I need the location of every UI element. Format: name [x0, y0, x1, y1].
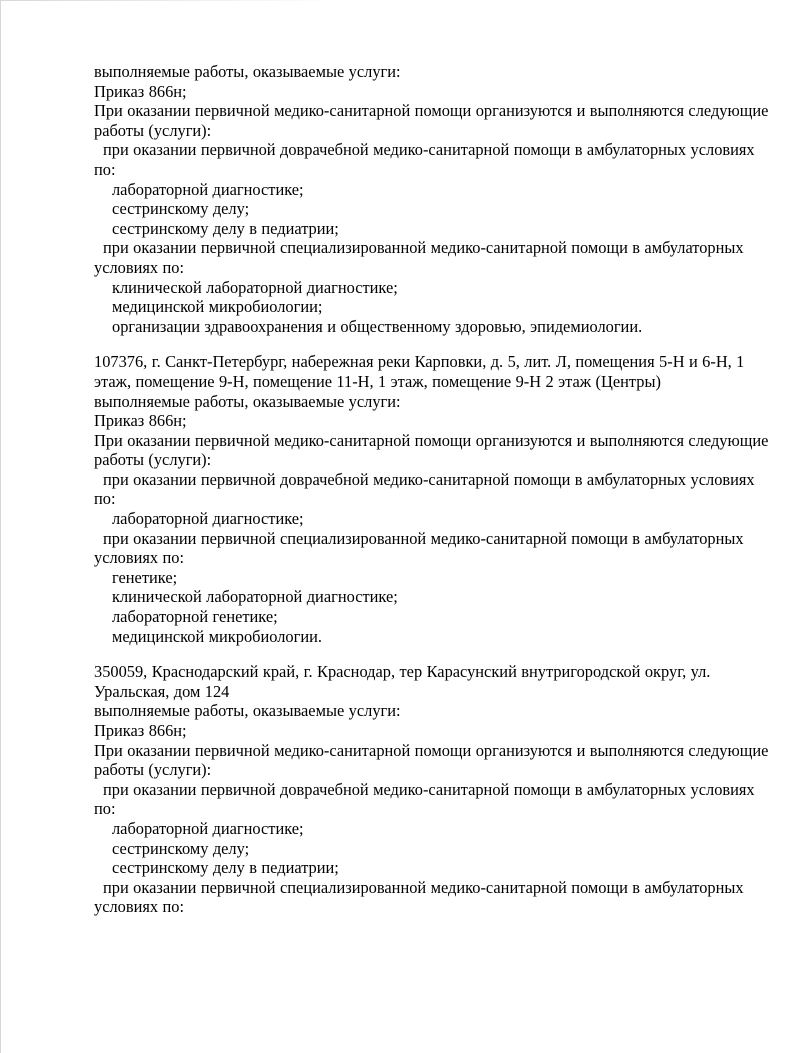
care-category-line: при оказании первичной специализированной медико-санитарной помощи в амбулаторных условиях по:: [94, 528, 744, 568]
service-item-line: лабораторной диагностике;: [112, 818, 304, 838]
intro-paragraph-line: При оказании первичной медико-санитарной помощи организуются и выполняются следующие работы (услуги):: [94, 101, 769, 140]
address-services-block: [94, 352, 775, 646]
service-item-line: сестринскому делу в педиатрии;: [112, 858, 339, 878]
service-item-line: клинической лабораторной диагностике;: [112, 277, 398, 297]
care-category-line: при оказании первичной доврачебной медико-санитарной помощи в амбулаторных условиях по:: [94, 779, 755, 819]
care-category-line: при оказании первичной специализированной медико-санитарной помощи в амбулаторных условиях по:: [94, 877, 744, 917]
address-line: 350059, Краснодарский край, г. Краснодар, тер Карасунский внутригородской округ, ул. Уральская, дом 124: [94, 662, 711, 701]
document-text: [94, 62, 775, 917]
intro-paragraph-line: При оказании первичной медико-санитарной помощи организуются и выполняются следующие работы (услуги):: [94, 740, 769, 780]
intro-paragraph-line: При оказании первичной медико-санитарной помощи организуются и выполняются следующие работы (услуги):: [94, 430, 769, 470]
address-services-block: [94, 62, 775, 336]
service-item-line: лабораторной генетике;: [112, 607, 278, 627]
service-item-line: лабораторной диагностике;: [112, 509, 304, 529]
care-category-line: при оказании первичной доврачебной медико-санитарной помощи в амбулаторных условиях по:: [94, 140, 755, 179]
care-category-line: при оказании первичной специализированной медико-санитарной помощи в амбулаторных условиях по:: [94, 238, 744, 277]
service-item-line: сестринскому делу в педиатрии;: [112, 218, 339, 238]
service-item-line: клинической лабораторной диагностике;: [112, 587, 398, 607]
service-item-line: генетике;: [112, 567, 178, 587]
service-item-line: медицинской микробиологии.: [112, 626, 322, 646]
order-reference-line: Приказ 866н;: [94, 411, 187, 431]
address-services-block: [94, 662, 775, 917]
page-top-edge-line: [0, 0, 340, 1]
service-item-line: медицинской микробиологии;: [112, 297, 323, 317]
order-reference-line: Приказ 866н;: [94, 721, 187, 740]
works-heading-line: выполняемые работы, оказываемые услуги:: [94, 391, 401, 411]
service-item-line: лабораторной диагностике;: [112, 179, 304, 199]
order-reference-line: Приказ 866н;: [94, 81, 187, 101]
service-item-line: сестринскому делу;: [112, 199, 250, 219]
service-item-line: сестринскому делу;: [112, 838, 250, 858]
works-heading-line: выполняемые работы, оказываемые услуги:: [94, 62, 401, 81]
page-left-edge-line: [0, 0, 1, 1053]
care-category-line: при оказании первичной доврачебной медико-санитарной помощи в амбулаторных условиях по:: [94, 469, 755, 509]
address-line: 107376, г. Санкт-Петербург, набережная реки Карповки, д. 5, лит. Л, помещения 5-Н и 6-Н, 1 этаж, помещение 9-Н, помещение 11-Н, 1 этаж, помещение 9-Н 2 этаж (Центры): [94, 352, 745, 391]
service-item-line: организации здравоохранения и общественному здоровью, эпидемиологии.: [112, 316, 643, 336]
works-heading-line: выполняемые работы, оказываемые услуги:: [94, 701, 401, 721]
